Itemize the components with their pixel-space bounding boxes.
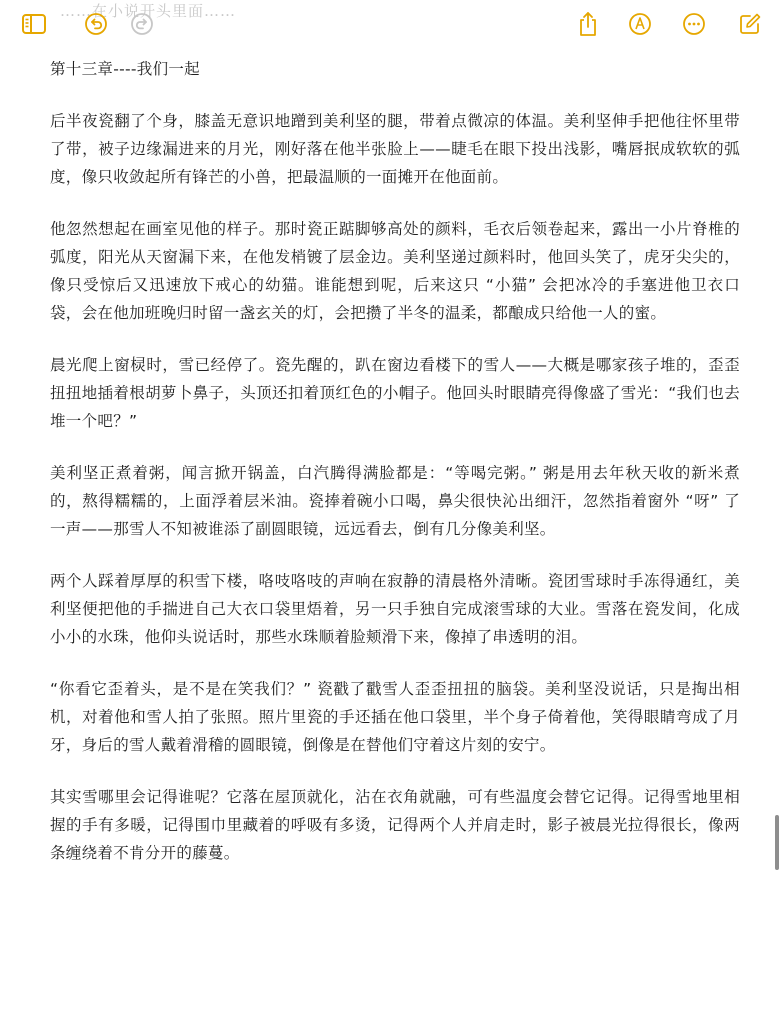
share-icon[interactable]: [574, 10, 602, 38]
note-paragraph: 他忽然想起在画室见他的样子。那时瓷正踮脚够高处的颜料，毛衣后领卷起来，露出一小片脊椎的弧度，阳光从天窗漏下来，在他发梢镀了层金边。美利坚递过颜料时，他回头笑了，虎牙尖尖的，像只受惊后又迅速放下戒心的幼猫。谁能想到呢，后来这只 “小猫” 会把冰冷的手塞进他卫衣口袋，会在他加班晚归时留一盏玄关的灯，会把攒了半冬的温柔，都酿成只给他一人的蜜。: [50, 220, 740, 322]
note-paragraph: 美利坚正煮着粥，闻言掀开锅盖，白汽腾得满脸都是：“等喝完粥。” 粥是用去年秋天收的新米煮的，熬得糯糯的，上面浮着层米油。瓷捧着碗小口喝，鼻尖很快沁出细汗，忽然指着窗外 “呀” 了一声——那雪人不知被谁添了副圆眼镜，远远看去，倒有几分像美利坚。: [50, 464, 740, 538]
note-paragraph: 晨光爬上窗棂时，雪已经停了。瓷先醒的，趴在窗边看楼下的雪人——大概是哪家孩子堆的，歪歪扭扭地插着根胡萝卜鼻子，头顶还扣着顶红色的小帽子。他回头时眼睛亮得像盛了雪光：“我们也去堆一个吧？”: [50, 356, 740, 430]
note-paragraph: “你看它歪着头，是不是在笑我们？” 瓷戳了戳雪人歪歪扭扭的脑袋。美利坚没说话，只是掏出相机，对着他和雪人拍了张照。照片里瓷的手还插在他口袋里，半个身子倚着他，笑得眼睛弯成了月牙，身后的雪人戴着滑稽的圆眼镜，倒像是在替他们守着这片刻的安宁。: [50, 680, 740, 754]
note-paragraph: 后半夜瓷翻了个身，膝盖无意识地蹭到美利坚的腿，带着点微凉的体温。美利坚伸手把他往怀里带了带，被子边缘漏进来的月光，刚好落在他半张脸上——睫毛在眼下投出浅影，嘴唇抿成软软的弧度，像只收敛起所有锋芒的小兽，把最温顺的一面摊开在他面前。: [50, 112, 740, 186]
scrolled-title-ghost: ……在小说开头里面……: [60, 2, 237, 20]
note-paragraph: 其实雪哪里会记得谁呢？它落在屋顶就化，沾在衣角就融，可有些温度会替它记得。记得雪地里相握的手有多暖，记得围巾里藏着的呼吸有多烫，记得两个人并肩走时，影子被晨光拉得很长，像两条缠绕着不肯分开的藤蔓。: [50, 788, 740, 862]
chapter-title: 第十三章----我们一起: [50, 60, 200, 78]
bottom-fade: [0, 1002, 782, 1024]
note-paragraph: 两个人踩着厚厚的积雪下楼，咯吱咯吱的声响在寂静的清晨格外清晰。瓷团雪球时手冻得通红，美利坚便把他的手揣进自己大衣口袋里焐着，另一只手独自完成滚雪球的大业。雪落在瓷发间，化成小小的水珠，他仰头说话时，那些水珠顺着脸颊滑下来，像掉了串透明的泪。: [50, 572, 740, 646]
undo-icon[interactable]: [82, 10, 110, 38]
note-body[interactable]: [50, 50, 740, 891]
vertical-scrollbar[interactable]: [775, 815, 779, 870]
markup-icon[interactable]: [626, 10, 654, 38]
sidebar-icon[interactable]: [20, 10, 48, 38]
redo-icon[interactable]: [128, 10, 156, 38]
more-icon[interactable]: [680, 10, 708, 38]
compose-icon[interactable]: [736, 10, 764, 38]
notes-toolbar: [0, 0, 782, 50]
